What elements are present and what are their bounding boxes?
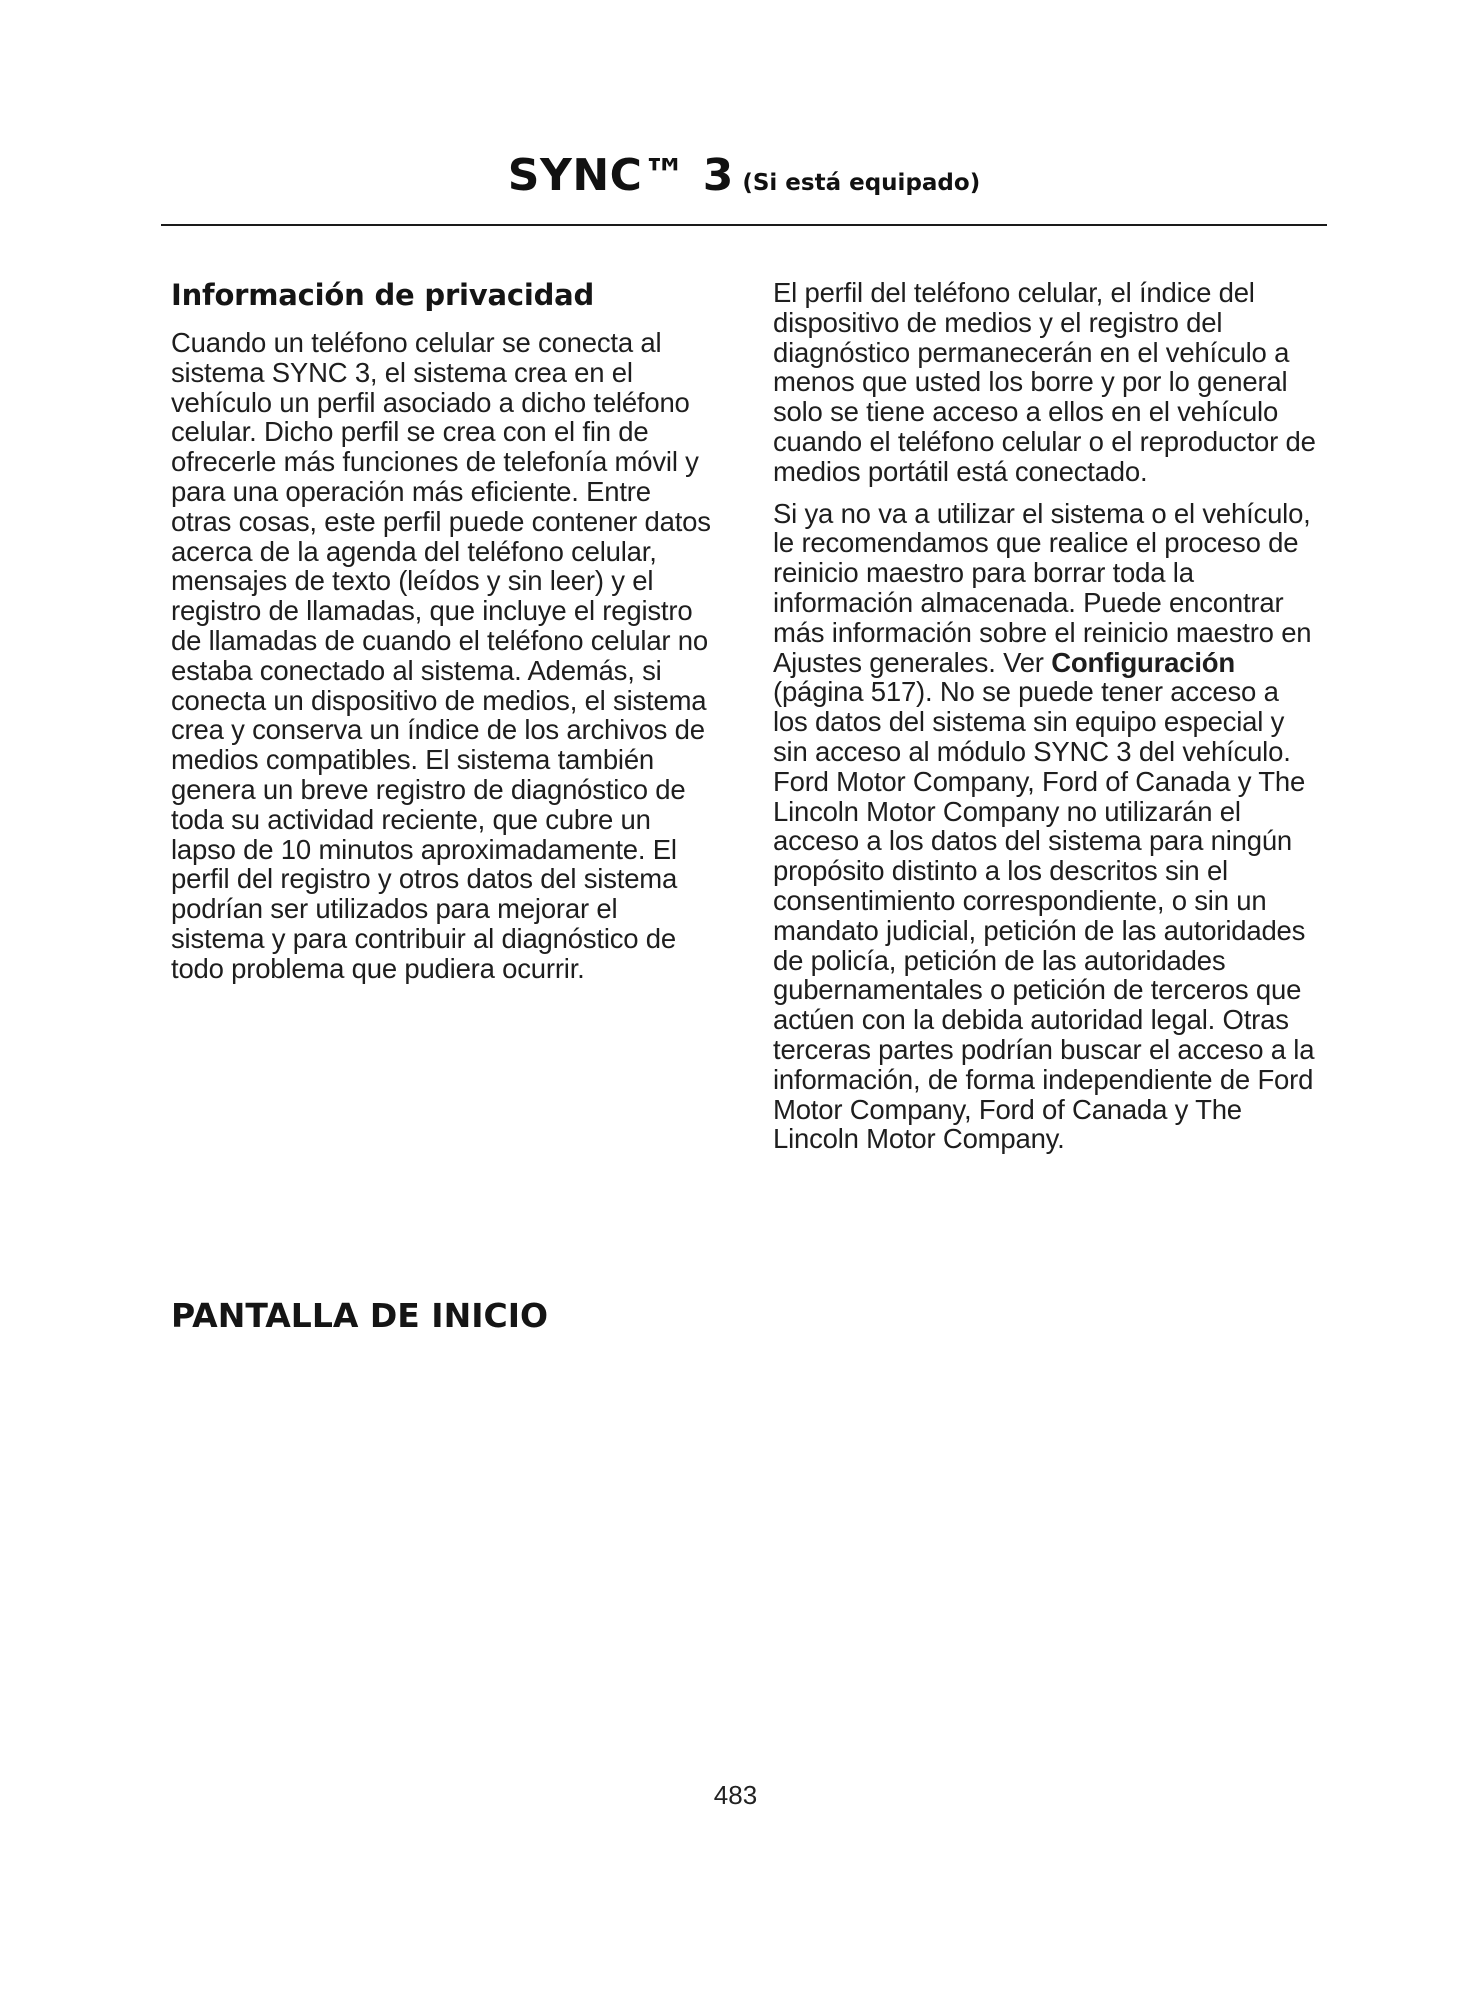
left-column bbox=[171, 278, 717, 984]
paragraph-text-after-link: (página 517). No se puede tener acceso a los datos del sistema sin equipo especial y sin acceso al módulo SYNC 3 del vehículo. Ford Motor Company, Ford of Canada y The Lincoln Motor Company no utilizarán el acceso a los datos del sistema para ningún propósito distinto a los descritos sin el consentimiento correspondiente, o sin un mandato judicial, petición de las autoridades de policía, petición de las autoridades gubernamentales o petición de terceros que actúen con la debida autoridad legal. Otras terceras partes podrían buscar el acceso a la información, de forma independiente de Ford Motor Company, Ford of Canada y The Lincoln Motor Company. bbox=[773, 676, 1315, 1155]
privacy-paragraph-right-1: El perfil del teléfono celular, el índice del dispositivo de medios y el registro del diagnóstico permanecerán en el vehículo a menos que usted los borre y por lo general solo se tiene acceso a ellos en el vehículo cuando el teléfono celular o el reproductor de medios portátil está conectado. bbox=[773, 277, 1316, 487]
home-screen-heading: PANTALLA DE INICIO bbox=[171, 1296, 549, 1335]
page-header bbox=[161, 150, 1327, 201]
configuracion-link[interactable]: Configuración bbox=[1051, 646, 1235, 678]
paragraph-text-before-link: Si ya no va a utilizar el sistema o el vehículo, le recomendamos que realice el proceso de reinicio maestro para borrar toda la información almacenada. Puede encontrar más información sobre el reinicio maestro en Ajustes generales. Ver bbox=[773, 497, 1312, 678]
page-subtitle: (Si está equipado) bbox=[742, 170, 981, 196]
page-title: SYNC™ 3 bbox=[507, 150, 734, 201]
privacy-paragraph-right-2 bbox=[773, 499, 1319, 1155]
page-number: 483 bbox=[713, 1780, 758, 1810]
privacy-heading: Información de privacidad bbox=[171, 278, 595, 312]
header-divider bbox=[161, 224, 1327, 226]
privacy-paragraph-left: Cuando un teléfono celular se conecta al sistema SYNC 3, el sistema crea en el vehículo un perfil asociado a dicho teléfono celular. Dicho perfil se crea con el fin de ofrecerle más funciones de telefonía móvil y para una operación más eficiente. Entre otras cosas, este perfil puede contener datos acerca de la agenda del teléfono celular, mensajes de texto (leídos y sin leer) y el registro de llamadas, que incluye el registro de llamadas de cuando el teléfono celular no estaba conectado al sistema. Además, si conecta un dispositivo de medios, el sistema crea y conserva un índice de los archivos de medios compatibles. El sistema también genera un breve registro de diagnóstico de toda su actividad reciente, que cubre un lapso de 10 minutos aproximadamente. El perfil del registro y otros datos del sistema podrían ser utilizados para mejorar el sistema y para contribuir al diagnóstico de todo problema que pudiera ocurrir. bbox=[171, 327, 711, 984]
right-column bbox=[773, 278, 1319, 1154]
